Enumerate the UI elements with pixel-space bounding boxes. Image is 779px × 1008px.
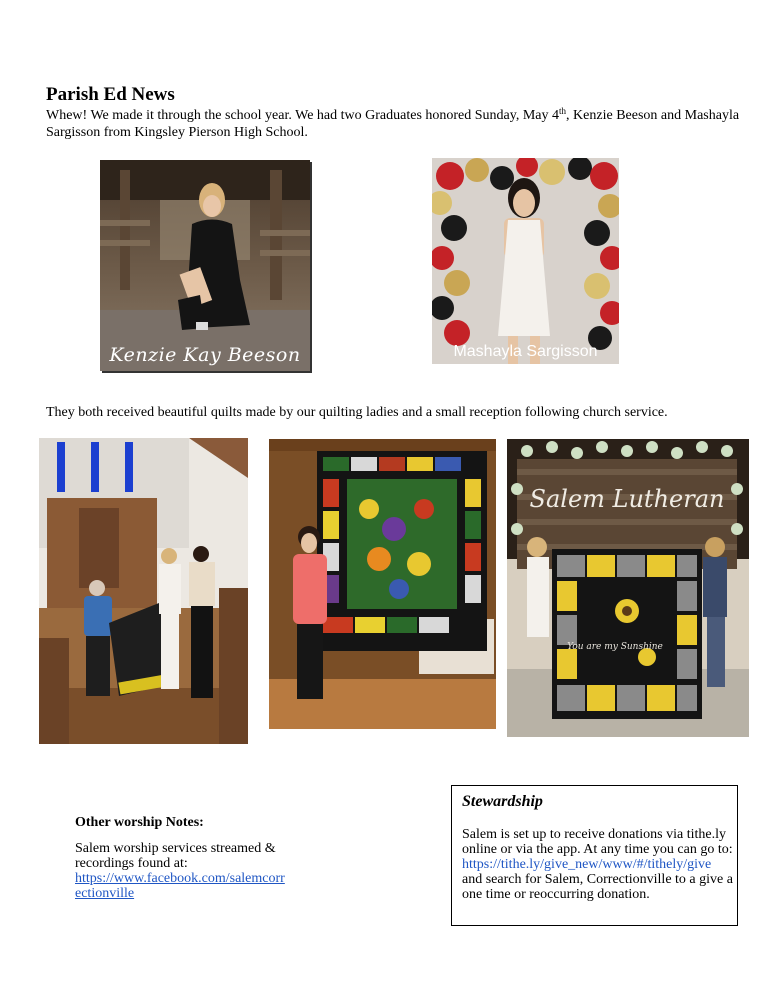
quilt-text: You are my Sunshine xyxy=(567,642,663,652)
intro-text: Whew! We made it through the school year. We had two Graduates honored Sunday, May 4 xyxy=(46,108,560,123)
intro-text-continued: , Kenzie Beeson and Mashayla Sargisson from Kingsley Pierson High School. xyxy=(46,108,740,140)
page-title: Parish Ed News xyxy=(46,84,175,105)
stewardship-body xyxy=(462,827,737,902)
stewardship-box xyxy=(451,785,738,926)
tithely-link[interactable]: https://tithe.ly/give_new/www/#/tithely/give xyxy=(462,857,712,872)
stewardship-text-2: and search for Salem, Correctionville to a give a one time or reoccurring donation. xyxy=(462,872,733,902)
mashayla-name-caption: Mashayla Sargisson xyxy=(453,343,598,360)
kenzie-name-caption: Kenzie Kay Beeson xyxy=(109,344,301,366)
worship-heading: Other worship Notes: xyxy=(75,815,204,830)
quilts-caption: They both received beautiful quilts made by our quilting ladies and a small reception following church service. xyxy=(46,405,668,420)
church-interior-photo xyxy=(39,438,248,744)
worship-text: Salem worship services streamed & recordings found at: xyxy=(75,841,276,871)
kenzie-photo xyxy=(100,160,310,371)
sunshine-quilt-photo xyxy=(507,439,749,737)
church-banner-text: Salem Lutheran xyxy=(529,485,725,513)
flower-quilt-photo xyxy=(269,439,496,729)
intro-paragraph xyxy=(46,107,746,141)
stewardship-text: Salem is set up to receive donations via tithe.ly online or via the app. At any time you can go to: xyxy=(462,827,733,857)
intro-superscript: th xyxy=(559,106,567,116)
facebook-link[interactable]: https://www.facebook.com/salemcorrectionville xyxy=(75,871,285,901)
stewardship-heading: Stewardship xyxy=(462,793,543,810)
mashayla-photo xyxy=(432,158,619,364)
worship-notes xyxy=(75,815,290,901)
